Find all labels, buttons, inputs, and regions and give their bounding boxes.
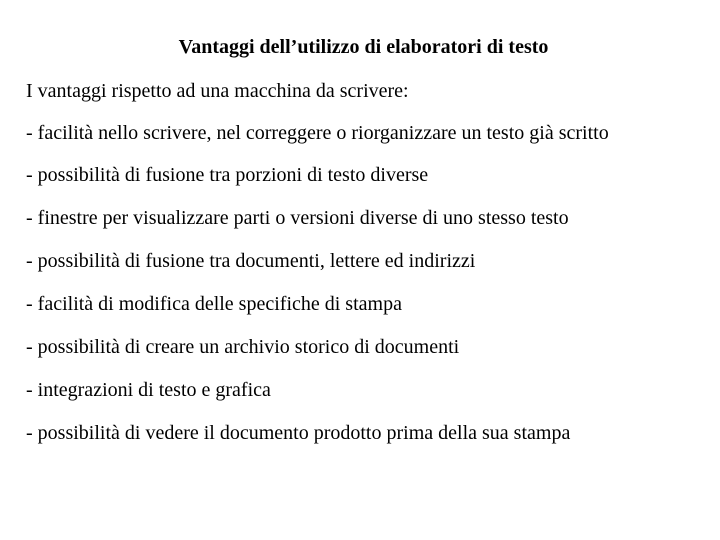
list-item: - finestre per visualizzare parti o versioni diverse di uno stesso testo [26,207,569,229]
list-item: - possibilità di fusione tra porzioni di testo diverse [26,164,429,186]
list-item: - possibilità di fusione tra documenti, lettere ed indirizzi [26,250,476,272]
list-item: - integrazioni di testo e grafica [26,379,271,401]
list-item: - facilità nello scrivere, nel correggere o riorganizzare un testo già scritto [26,122,609,144]
advantages-list [26,120,696,463]
slide-title: Vantaggi dell’utilizzo di elaboratori di testo [178,36,549,58]
intro-text: I vantaggi rispetto ad una macchina da scrivere: [26,80,409,102]
list-item: - facilità di modifica delle specifiche di stampa [26,293,402,315]
list-item: - possibilità di vedere il documento prodotto prima della sua stampa [26,422,571,444]
list-item: - possibilità di creare un archivio storico di documenti [26,336,460,358]
